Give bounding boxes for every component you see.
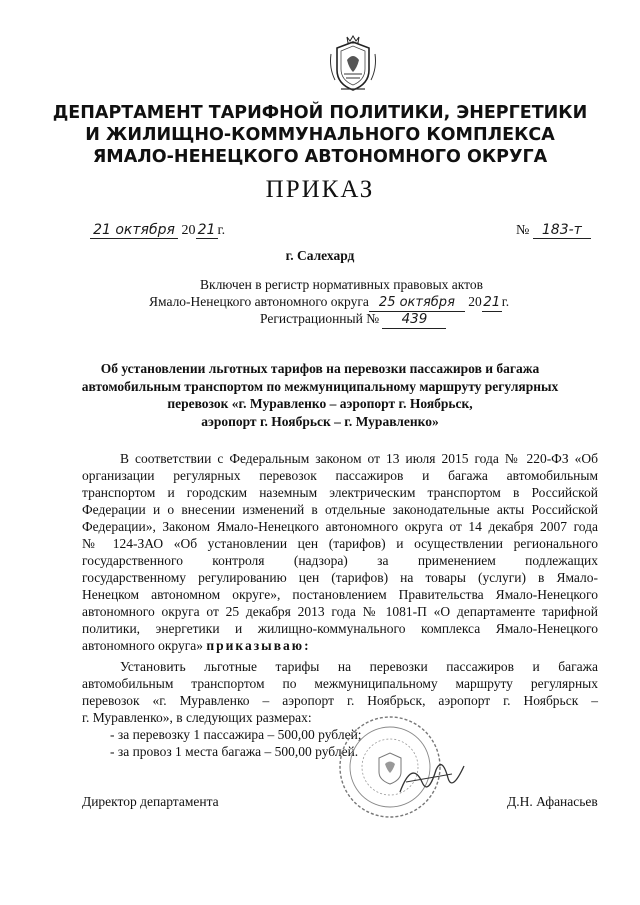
tariff-item-baggage: - за провоз 1 места багажа – 500,00 рублей. (110, 744, 359, 759)
order-date (90, 222, 225, 239)
registry-line-1: Включен в регистр нормативных правовых актов (200, 277, 484, 292)
order-year-suffix: г. (217, 223, 226, 238)
subject-line-2: автомобильным транспортом по межмуниципальному маршруту регулярных (81, 378, 559, 394)
handwritten-signature (392, 752, 472, 802)
subject-line-1: Об установлении льготных тарифов на перевозки пассажиров и багажа (100, 361, 540, 376)
preamble-paragraph (82, 450, 598, 654)
subject-line-4: аэропорт г. Ноябрьск – г. Муравленко» (201, 413, 439, 429)
order-number (516, 222, 591, 239)
registry-date-handwritten: 25 октября (369, 294, 465, 312)
order-number-handwritten: 183-т (533, 222, 591, 239)
order-year-handwritten: 21 (196, 222, 218, 239)
order-year-prefix: 20 (181, 223, 196, 238)
preamble-last-text: автономного округа» (82, 638, 203, 653)
order-date-handwritten: 21 октября (90, 222, 178, 239)
paragraph-line: Установить льготные тарифы на перевозки пассажиров и багажа (120, 659, 598, 674)
document-type-title: ПРИКАЗ (265, 176, 375, 203)
order-number-label: № (516, 223, 530, 238)
paragraph-line: политики, энергетики и жилищно-коммунального комплекса Ямало-Ненецкого (82, 621, 598, 636)
paragraph-line: автомобильным транспортом по межмуниципальному маршруту регулярных (82, 676, 598, 691)
registry-number-handwritten: 439 (382, 311, 446, 329)
decision-last-line: г. Муравленко», в следующих размерах: (82, 710, 312, 725)
tariff-item-passenger: - за перевозку 1 пассажира – 500,00 рублей; (110, 727, 362, 742)
paragraph-line: автономного округа от 25 декабря 2013 года № 1081-П «О департаменте тарифной (82, 604, 598, 619)
order-command: приказываю: (206, 638, 311, 653)
coat-of-arms-emblem (327, 34, 379, 94)
preamble-lines (82, 450, 598, 637)
order-city: г. Салехард (285, 248, 355, 263)
paragraph-line: В соответствии с Федеральным законом от 13 июля 2015 года № 220-ФЗ «Об (120, 451, 598, 466)
paragraph-line: государственного контроля (надзора) за применением подлежащих (82, 553, 598, 568)
department-line-1: ДЕПАРТАМЕНТ ТАРИФНОЙ ПОЛИТИКИ, ЭНЕРГЕТИКИ (52, 103, 588, 123)
registry-year-handwritten: 21 (483, 294, 501, 310)
paragraph-line: № 124-ЗАО «Об установлении цен (тарифов) и осуществлении регионального (82, 536, 598, 551)
department-line-2: И ЖИЛИЩНО-КОММУНАЛЬНОГО КОМПЛЕКСА (85, 125, 555, 145)
paragraph-line: Федерации и о внесении изменений в отдельные законодательные акты Российской (82, 502, 598, 517)
registry-number-label: Регистрационный № (260, 311, 380, 326)
registry-year-prefix: 20 (468, 294, 482, 309)
registry-line-3 (260, 310, 446, 329)
registry-region: Ямало-Ненецкого автономного округа (149, 294, 369, 309)
paragraph-line: Ненецком автономном округе», постановлением Правительства Ямало-Ненецкого (82, 587, 598, 602)
preamble-last-line (82, 637, 598, 654)
department-name (0, 102, 640, 168)
paragraph-line: транспортом и городским наземным электрическим транспортом в Российской (82, 485, 598, 500)
department-line-3: ЯМАЛО-НЕНЕЦКОГО АВТОНОМНОГО ОКРУГА (92, 147, 548, 167)
paragraph-line: Федерации», Законом Ямало-Ненецкого автономного округа от 14 декабря 2007 года (82, 519, 598, 534)
paragraph-line: государственному регулированию цен (тарифов) на товары (услуги) в Ямало- (82, 570, 598, 585)
subject-line-3: перевозок «г. Муравленко – аэропорт г. Ноябрьск, (167, 396, 473, 411)
tariff-list (110, 726, 362, 760)
registry-year-suffix: г. (501, 294, 510, 309)
paragraph-line: перевозок «г. Муравленко – аэропорт г. Ноябрьск, аэропорт г. Ноябрьск – (82, 693, 598, 708)
order-subject (40, 360, 600, 430)
decision-lines (82, 658, 598, 709)
paragraph-line: организации регулярных перевозок пассажиров и багажа автомобильным (82, 468, 598, 483)
signatory-position: Директор департамента (82, 794, 219, 809)
signatory-name: Д.Н. Афанасьев (507, 794, 598, 809)
